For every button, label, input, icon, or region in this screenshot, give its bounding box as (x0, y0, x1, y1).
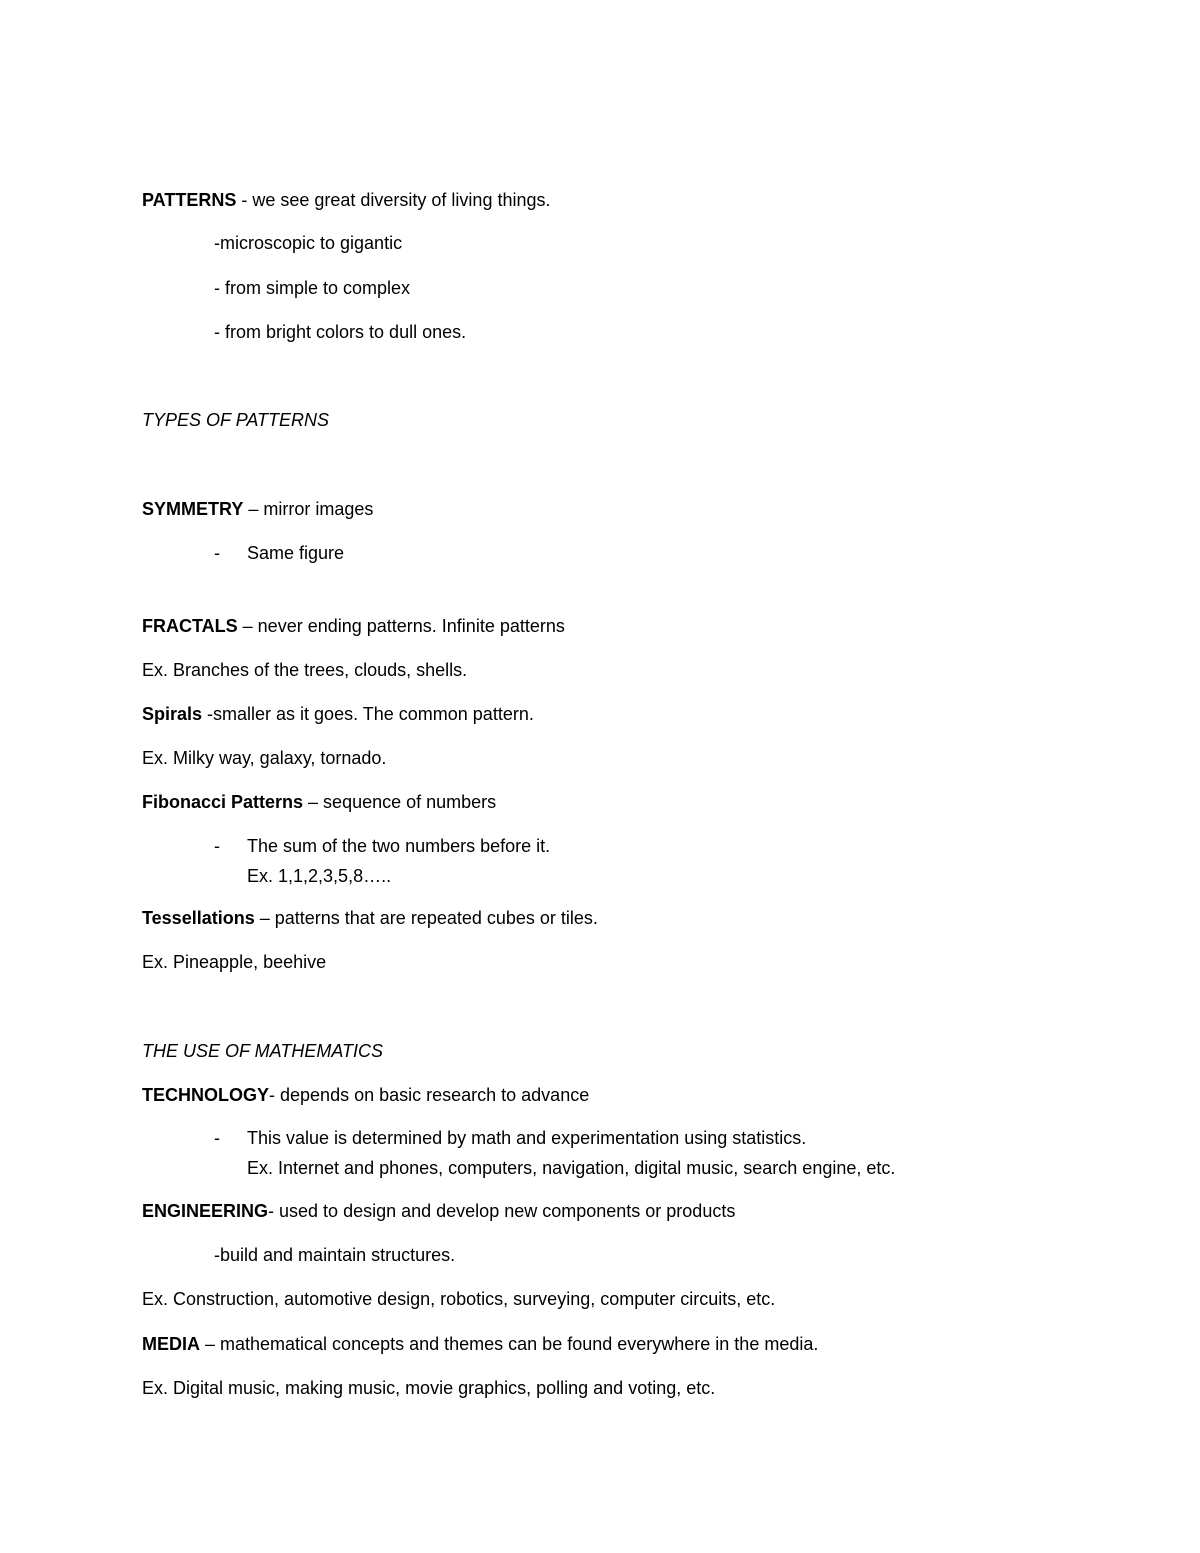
engineering-text: - used to design and develop new components or products (268, 1201, 736, 1221)
patterns-line (142, 188, 550, 212)
tessellations-line (142, 906, 598, 930)
fractals-text: – never ending patterns. Infinite patterns (237, 616, 565, 636)
fractals-example: Ex. Branches of the trees, clouds, shells. (142, 660, 468, 680)
media-text: – mathematical concepts and themes can be found everywhere in the media. (200, 1334, 819, 1354)
fibonacci-bullet-marker: - (214, 836, 220, 856)
patterns-item-1: -microscopic to gigantic (214, 233, 403, 253)
engineering-item: -build and maintain structures. (214, 1245, 456, 1265)
patterns-text: - we see great diversity of living things. (236, 190, 551, 210)
spirals-example: Ex. Milky way, galaxy, tornado. (142, 748, 387, 768)
technology-title: TECHNOLOGY (142, 1085, 270, 1105)
fibonacci-line (142, 790, 496, 814)
use-of-mathematics-heading: THE USE OF MATHEMATICS (142, 1041, 384, 1061)
fibonacci-text: – sequence of numbers (303, 792, 497, 812)
media-line (142, 1332, 818, 1356)
tessellations-example: Ex. Pineapple, beehive (142, 952, 327, 972)
symmetry-title: SYMMETRY (142, 499, 244, 519)
fibonacci-example: Ex. 1,1,2,3,5,8….. (247, 866, 392, 886)
fibonacci-title: Fibonacci Patterns (142, 792, 304, 812)
engineering-line (142, 1199, 735, 1223)
technology-line (142, 1083, 589, 1107)
patterns-item-3: - from bright colors to dull ones. (214, 322, 467, 342)
fractals-line (142, 614, 565, 638)
spirals-line (142, 702, 534, 726)
technology-example: Ex. Internet and phones, computers, navigation, digital music, search engine, etc. (247, 1158, 896, 1178)
symmetry-line (142, 497, 373, 521)
tessellations-text: – patterns that are repeated cubes or tiles. (254, 908, 598, 928)
engineering-example: Ex. Construction, automotive design, robotics, surveying, computer circuits, etc. (142, 1289, 776, 1309)
patterns-item-2: - from simple to complex (214, 278, 411, 298)
symmetry-text: – mirror images (243, 499, 374, 519)
technology-text: - depends on basic research to advance (269, 1085, 590, 1105)
fibonacci-bullet: The sum of the two numbers before it. (247, 836, 551, 856)
technology-bullet: This value is determined by math and experimentation using statistics. (247, 1128, 807, 1148)
technology-bullet-marker: - (214, 1128, 220, 1148)
tessellations-title: Tessellations (142, 908, 255, 928)
symmetry-bullet-marker: - (214, 543, 220, 563)
spirals-title: Spirals (142, 704, 203, 724)
symmetry-bullet: Same figure (247, 543, 345, 563)
types-of-patterns-heading: TYPES OF PATTERNS (142, 410, 330, 430)
spirals-text: -smaller as it goes. The common pattern. (202, 704, 534, 724)
media-title: MEDIA (142, 1334, 200, 1354)
media-example: Ex. Digital music, making music, movie graphics, polling and voting, etc. (142, 1378, 716, 1398)
fractals-title: FRACTALS (142, 616, 238, 636)
engineering-title: ENGINEERING (142, 1201, 269, 1221)
patterns-title: PATTERNS (142, 190, 237, 210)
